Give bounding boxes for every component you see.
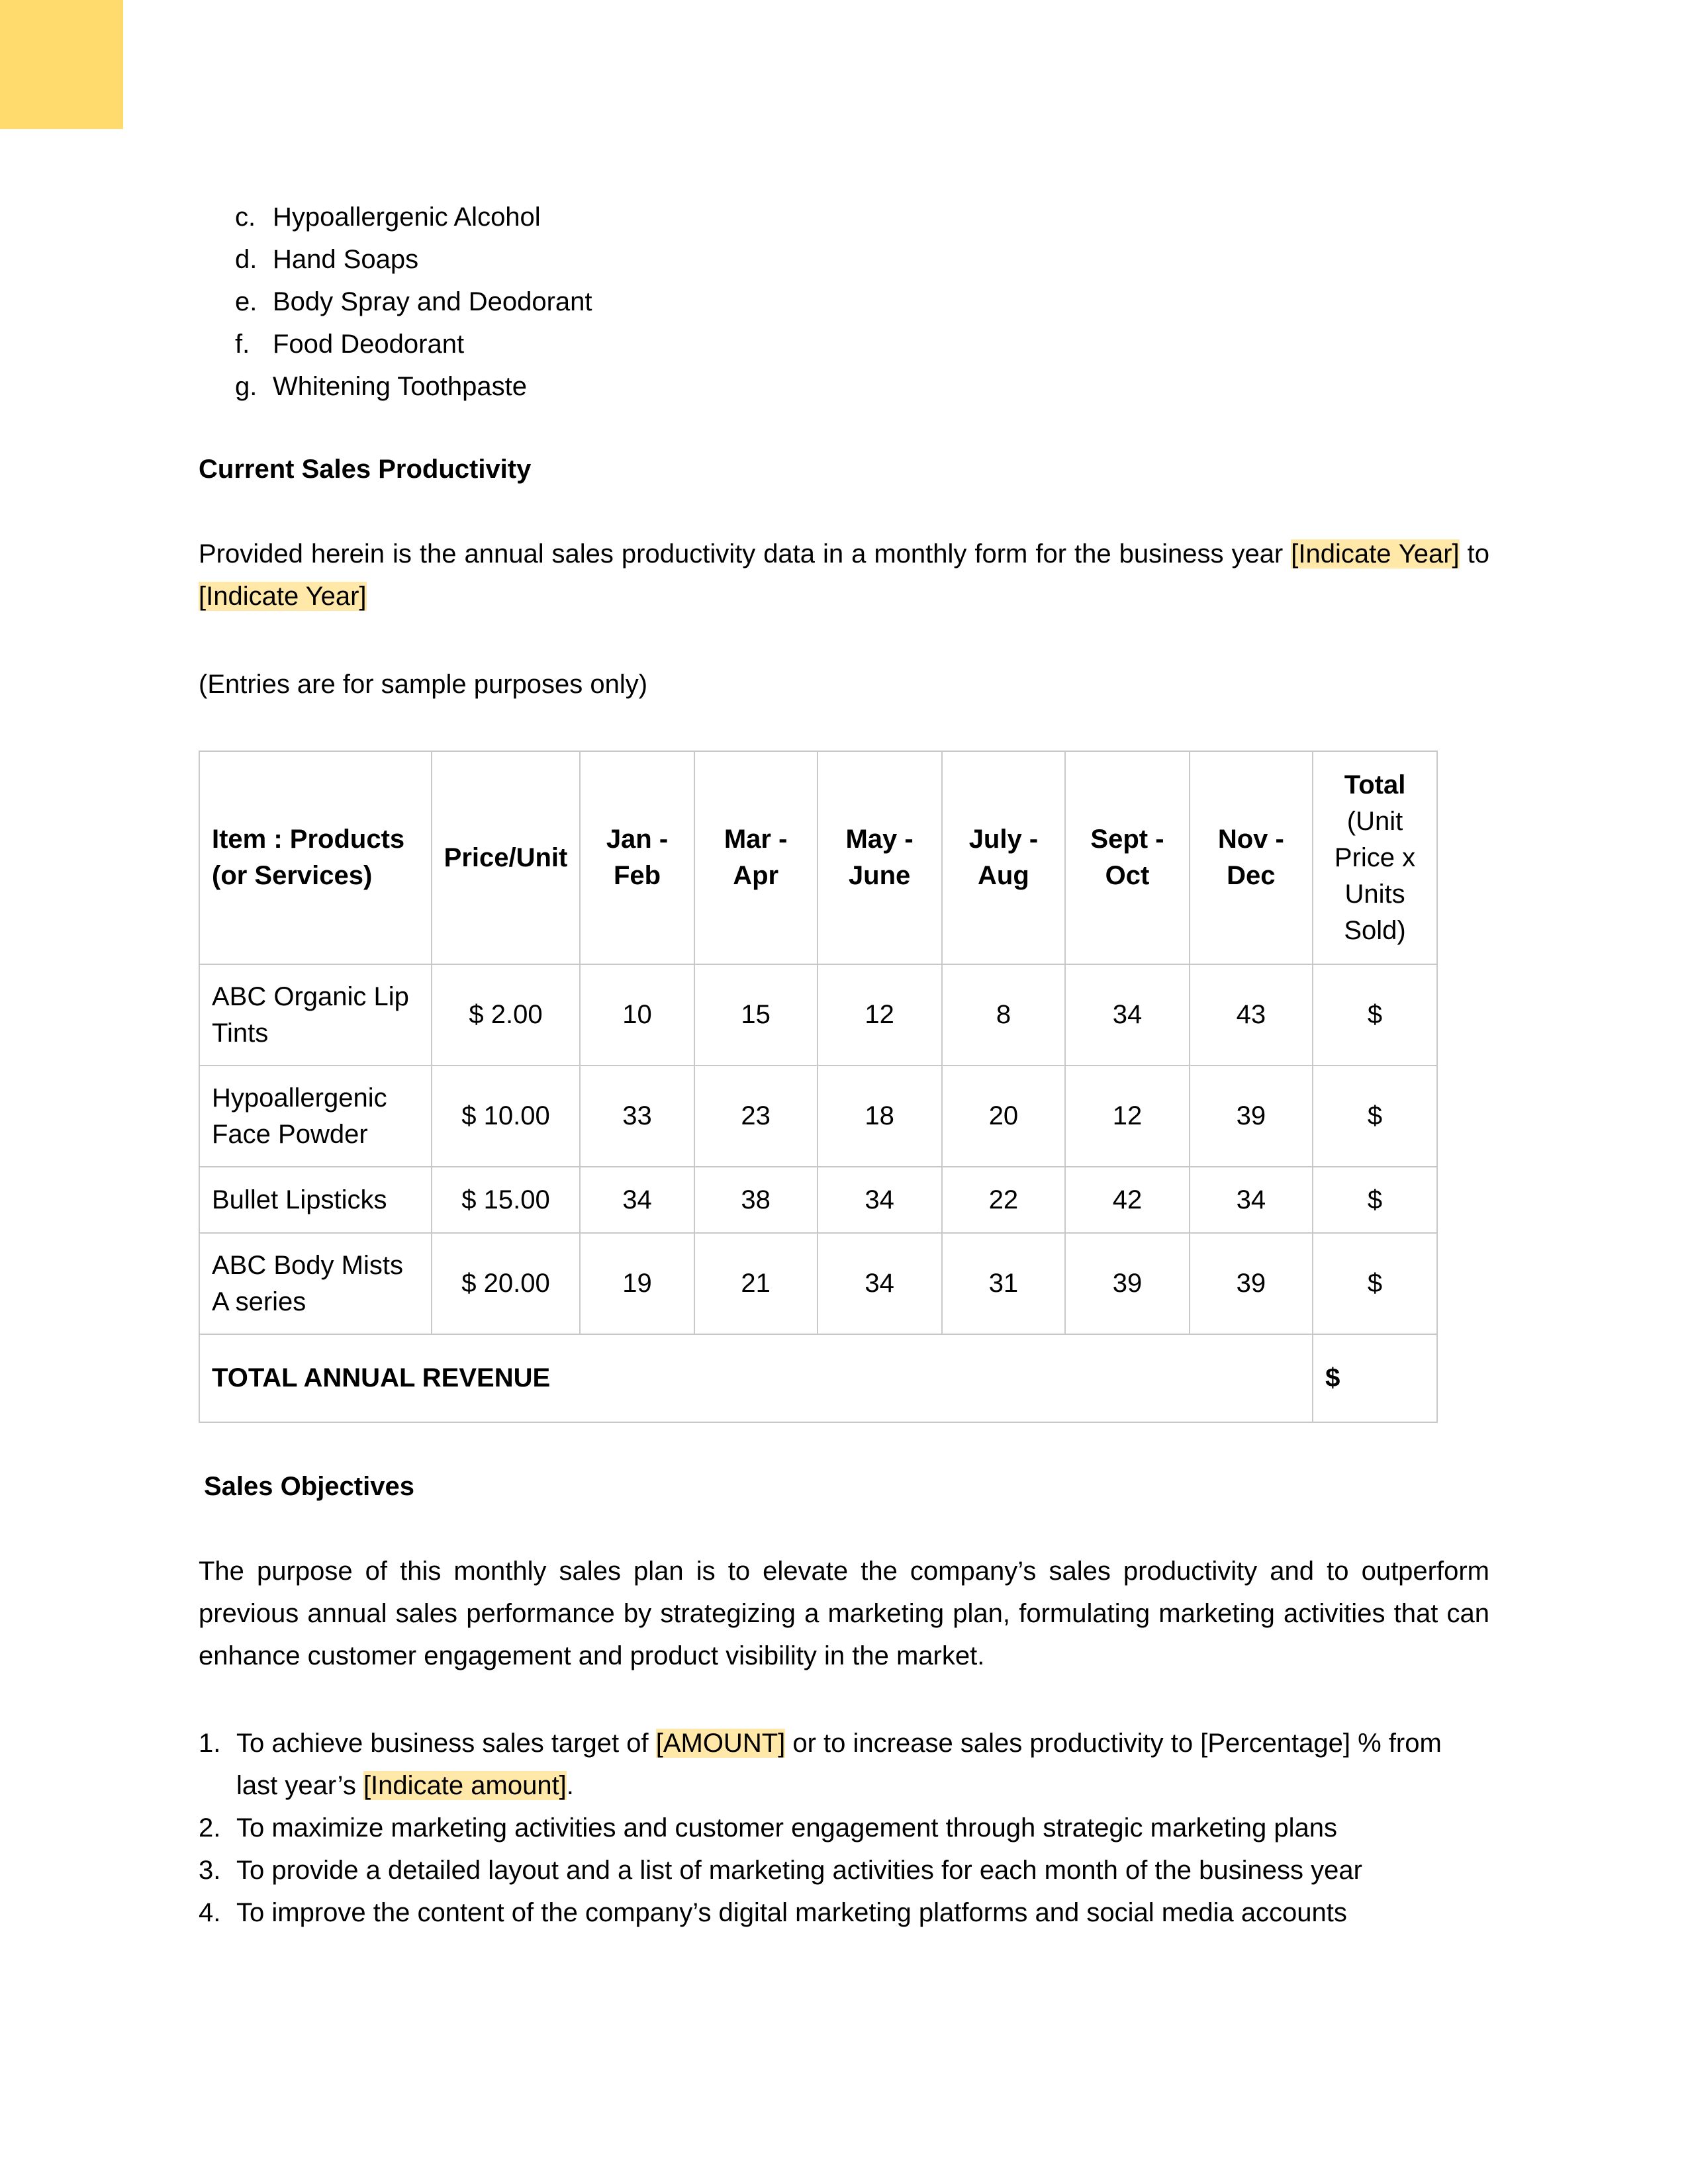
header-month: July - Aug [942,751,1066,964]
units-cell: 22 [942,1167,1066,1233]
list-item-text: Whitening Toothpaste [273,372,527,401]
price-cell: $ 10.00 [432,1066,581,1167]
units-cell: 8 [942,964,1066,1066]
units-cell: 39 [1190,1233,1313,1334]
list-item [235,365,592,408]
objective-text: To maximize marketing activities and customer engagement through strategic marketing plans [236,1813,1338,1843]
total-revenue-value: $ [1313,1334,1437,1422]
list-item [235,281,592,323]
list-item-text: Hypoallergenic Alcohol [273,203,541,232]
units-cell: 34 [1065,964,1189,1066]
header-total-formula: (Unit Price x Units Sold) [1334,806,1416,945]
row-total-cell: $ [1313,1233,1437,1334]
units-cell: 34 [818,1167,942,1233]
list-item-text: Body Spray and Deodorant [273,287,592,316]
objective-text: To improve the content of the company’s digital marketing platforms and social media accounts [236,1898,1347,1927]
indicate-amount-placeholder: [Indicate amount] [363,1771,567,1800]
units-cell: 10 [580,964,694,1066]
header-month: May - June [818,751,942,964]
sales-objectives-heading: Sales Objectives [204,1472,414,1501]
units-cell: 34 [1190,1167,1313,1233]
units-cell: 33 [580,1066,694,1167]
table-row [199,964,1437,1066]
row-total-cell: $ [1313,1167,1437,1233]
units-cell: 31 [942,1233,1066,1334]
units-cell: 19 [580,1233,694,1334]
objective-text: To achieve business sales target of [236,1729,656,1758]
amount-placeholder: [AMOUNT] [655,1729,786,1758]
header-item: Item : Products (or Services) [199,751,432,964]
objective-text: or to increase sales productivity to [Percentage] % from last year’s [236,1729,1442,1800]
price-cell: $ 15.00 [432,1167,581,1233]
units-cell: 12 [1065,1066,1189,1167]
table-row [199,1167,1437,1233]
product-name-cell: Hypoallergenic Face Powder [199,1066,432,1167]
intro-text: Provided herein is the annual sales productivity data in a monthly form for the business year [199,539,1291,569]
units-cell: 15 [694,964,818,1066]
table-row [199,1066,1437,1167]
objective-text: To provide a detailed layout and a list of marketing activities for each month of the business year [236,1856,1362,1885]
units-cell: 39 [1065,1233,1189,1334]
list-marker: g. [235,372,258,401]
list-item [199,1807,1489,1849]
list-marker: f. [235,330,250,359]
product-name-cell: ABC Organic Lip Tints [199,964,432,1066]
header-total-title: Total [1344,770,1406,799]
header-total [1313,751,1437,964]
header-month: Mar - Apr [694,751,818,964]
row-total-cell: $ [1313,1066,1437,1167]
list-item [199,1849,1489,1891]
units-cell: 20 [942,1066,1066,1167]
units-cell: 18 [818,1066,942,1167]
list-item [199,1722,1489,1807]
units-cell: 42 [1065,1167,1189,1233]
list-item-text: Hand Soaps [273,245,419,274]
units-cell: 39 [1190,1066,1313,1167]
list-marker: 4. [199,1898,221,1927]
product-list [235,196,592,408]
list-marker: e. [235,287,258,316]
year-start-placeholder: [Indicate Year] [1291,539,1460,569]
units-cell: 23 [694,1066,818,1167]
list-item [235,323,592,365]
header-month: Jan - Feb [580,751,694,964]
list-item [199,1891,1489,1934]
header-price: Price/Unit [432,751,581,964]
intro-connector: to [1459,539,1489,569]
total-revenue-label: TOTAL ANNUAL REVENUE [199,1334,1313,1422]
corner-accent-block [0,0,123,129]
current-sales-heading: Current Sales Productivity [199,455,532,484]
list-marker: 3. [199,1856,221,1885]
sales-table [199,751,1438,1423]
units-cell: 38 [694,1167,818,1233]
list-marker: 2. [199,1813,221,1843]
units-cell: 12 [818,964,942,1066]
units-cell: 43 [1190,964,1313,1066]
list-marker: d. [235,245,258,274]
current-sales-intro [199,533,1489,617]
list-item [235,196,592,238]
objective-text: . [566,1771,574,1800]
price-cell: $ 20.00 [432,1233,581,1334]
objectives-list [199,1722,1489,1934]
table-row [199,1233,1437,1334]
header-month: Nov - Dec [1190,751,1313,964]
list-marker: c. [235,203,256,232]
product-name-cell: ABC Body Mists A series [199,1233,432,1334]
sales-objectives-intro: The purpose of this monthly sales plan is to elevate the company’s sales productivity and to outperform previous annual sales performance by strategizing a marketing plan, formulating marketing activities that can enhance customer engagement and product visibility in the market. [199,1557,1489,1670]
units-cell: 21 [694,1233,818,1334]
price-cell: $ 2.00 [432,964,581,1066]
year-end-placeholder: [Indicate Year] [199,582,367,611]
product-name-cell: Bullet Lipsticks [199,1167,432,1233]
table-header-row [199,751,1437,964]
list-marker: 1. [199,1729,221,1758]
units-cell: 34 [580,1167,694,1233]
units-cell: 34 [818,1233,942,1334]
sample-note: (Entries are for sample purposes only) [199,670,648,699]
total-revenue-row [199,1334,1437,1422]
list-item [235,238,592,281]
list-item-text: Food Deodorant [273,330,465,359]
row-total-cell: $ [1313,964,1437,1066]
header-month: Sept - Oct [1065,751,1189,964]
